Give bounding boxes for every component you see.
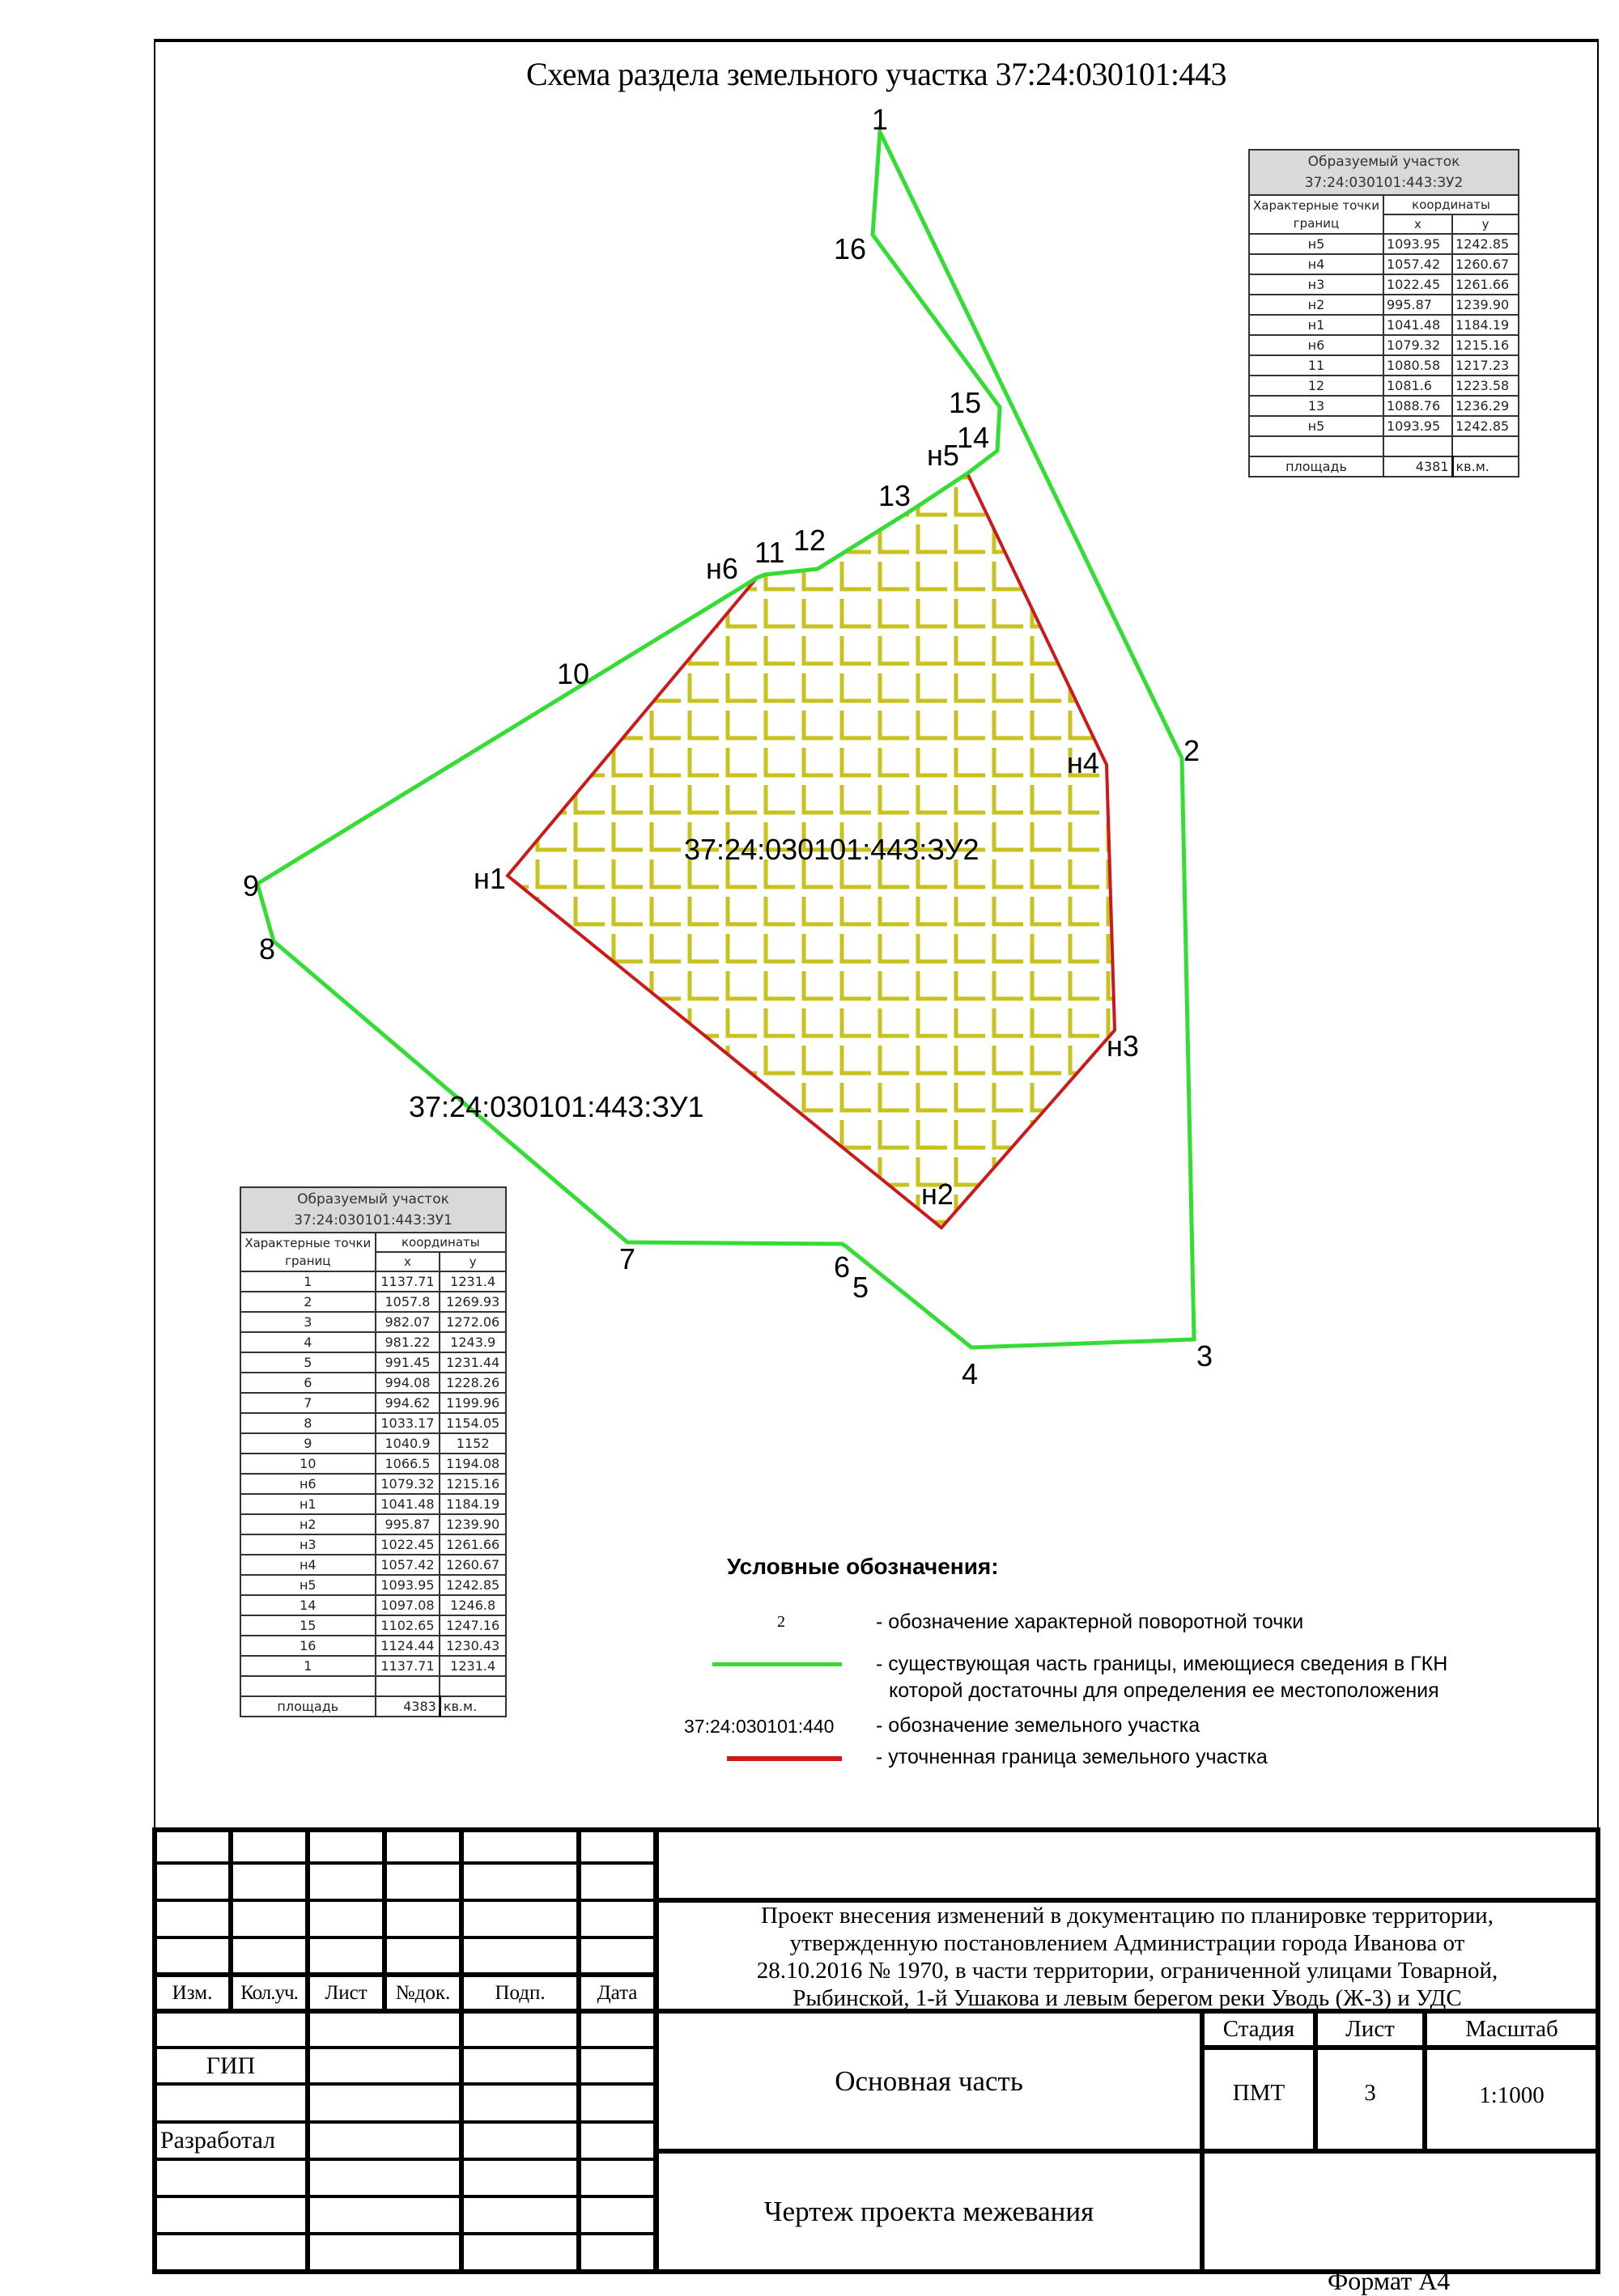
area-value: 4383 — [376, 1696, 440, 1717]
coordinates-table-zu1 — [240, 1186, 507, 1717]
table-row — [240, 1393, 506, 1413]
cell-point: н3 — [240, 1534, 376, 1555]
cell-point: 11 — [1249, 355, 1383, 376]
area-unit: кв.м. — [440, 1696, 506, 1717]
area-label: площадь — [240, 1696, 376, 1717]
cell-point: 8 — [240, 1413, 376, 1433]
cell-y: 1239.90 — [440, 1514, 506, 1534]
role-gip: ГИП — [206, 2052, 256, 2079]
table-row — [240, 1534, 506, 1555]
cell-point: н2 — [240, 1514, 376, 1534]
table-row — [1249, 416, 1519, 436]
cell-point: 15 — [240, 1615, 376, 1636]
legend-point-desc: - обозначение характерной поворотной точки — [876, 1611, 1304, 1633]
cell-point: 9 — [240, 1433, 376, 1454]
table-row — [1249, 355, 1519, 376]
point-label-n3: н3 — [1107, 1029, 1139, 1063]
table-row — [240, 1312, 506, 1332]
empty-cell — [1383, 436, 1452, 456]
table-row — [240, 1514, 506, 1534]
cell-point: 10 — [240, 1454, 376, 1474]
cell-point: 14 — [240, 1595, 376, 1615]
point-label-9: 9 — [243, 869, 260, 902]
cell-x: 1097.08 — [376, 1595, 440, 1615]
cell-x: 1057.8 — [376, 1292, 440, 1312]
table-row — [240, 1433, 506, 1454]
legend-existing-desc — [876, 1651, 1447, 1704]
cell-point: 12 — [1249, 376, 1383, 396]
y-column-header: y — [440, 1252, 506, 1271]
point-label-1: 1 — [872, 103, 889, 136]
point-label-10: 10 — [557, 657, 590, 690]
cell-y: 1269.93 — [440, 1292, 506, 1312]
cell-x: 1093.95 — [376, 1575, 440, 1595]
col-header-izm: Изм. — [172, 1982, 213, 2004]
cell-y: 1230.43 — [440, 1636, 506, 1656]
cell-x: 1093.95 — [1383, 234, 1452, 254]
cell-point: н4 — [1249, 254, 1383, 274]
coords-column-header: координаты — [376, 1233, 506, 1252]
cell-y: 1194.08 — [440, 1454, 506, 1474]
cell-x: 1079.32 — [1383, 335, 1452, 355]
cell-point: н5 — [1249, 416, 1383, 436]
table-row — [1249, 335, 1519, 355]
point-label-n6: н6 — [706, 552, 738, 585]
table-row — [240, 1555, 506, 1575]
section-name: Основная часть — [835, 2065, 1023, 2097]
legend-parcel-code: 37:24:030101:440 — [684, 1716, 835, 1737]
table-row — [1249, 274, 1519, 295]
cell-point: 16 — [240, 1636, 376, 1656]
legend-refined-desc: - уточненная граница земельного участка — [876, 1746, 1268, 1768]
empty-cell — [376, 1676, 440, 1696]
page-title: Схема раздела земельного участка 37:24:030101:443 — [525, 56, 1227, 92]
table-row — [240, 1615, 506, 1636]
cell-x: 991.45 — [376, 1352, 440, 1373]
project-line-1: Проект внесения изменений в документацию по планировке территории, — [761, 1903, 1494, 1929]
cell-point: н5 — [1249, 234, 1383, 254]
cell-y: 1184.19 — [440, 1494, 506, 1514]
point-label-n1: н1 — [474, 862, 506, 895]
cell-point: н1 — [240, 1494, 376, 1514]
cell-y: 1242.85 — [1452, 416, 1519, 436]
cell-x: 1102.65 — [376, 1615, 440, 1636]
table-row — [240, 1595, 506, 1615]
points-column-header: Характерные точки границ — [240, 1233, 376, 1271]
empty-cell — [440, 1676, 506, 1696]
coords-column-header: координаты — [1383, 195, 1519, 214]
cell-y: 1154.05 — [440, 1413, 506, 1433]
cell-x: 994.08 — [376, 1373, 440, 1393]
y-column-header: y — [1452, 214, 1519, 234]
legend-title: Условные обозначения: — [727, 1554, 999, 1579]
cell-y: 1236.29 — [1452, 396, 1519, 416]
cell-point: 1 — [240, 1656, 376, 1676]
point-label-4: 4 — [962, 1357, 979, 1390]
point-label-7: 7 — [619, 1242, 636, 1275]
legend-point-symbol: 2 — [777, 1613, 785, 1631]
cell-x: 1057.42 — [376, 1555, 440, 1575]
role-developer: Разработал — [160, 2127, 276, 2154]
table-row — [240, 1352, 506, 1373]
col-header-list: Лист — [325, 1982, 368, 2004]
point-label-11: 11 — [754, 536, 785, 569]
cell-x: 995.87 — [376, 1514, 440, 1534]
cell-point: 6 — [240, 1373, 376, 1393]
cell-y: 1272.06 — [440, 1312, 506, 1332]
sheet-value: 3 — [1364, 2080, 1376, 2106]
cell-point: 3 — [240, 1312, 376, 1332]
point-label-6: 6 — [834, 1250, 851, 1284]
cell-x: 995.87 — [1383, 295, 1452, 315]
area-value: 4381 — [1383, 456, 1452, 477]
stage-value: ПМТ — [1232, 2080, 1285, 2106]
x-column-header: x — [376, 1252, 440, 1271]
table-row — [240, 1454, 506, 1474]
table-row — [240, 1636, 506, 1656]
scale-label: Масштаб — [1465, 2016, 1558, 2042]
table-header: Образуемый участок 37:24:030101:443:ЗУ2 — [1249, 150, 1519, 195]
table-row — [1249, 234, 1519, 254]
cell-y: 1243.9 — [440, 1332, 506, 1352]
cell-y: 1199.96 — [440, 1393, 506, 1413]
point-label-n2: н2 — [921, 1178, 954, 1211]
area-label: площадь — [1249, 456, 1383, 477]
cell-point: н4 — [240, 1555, 376, 1575]
cell-x: 1022.45 — [376, 1534, 440, 1555]
col-header-kol-uch: Кол.уч. — [240, 1982, 298, 2004]
stage-label: Стадия — [1222, 2016, 1295, 2042]
table-row — [1249, 396, 1519, 416]
empty-cell — [1452, 436, 1519, 456]
cell-y: 1215.16 — [1452, 335, 1519, 355]
point-label-13: 13 — [878, 479, 911, 512]
format-label: Формат А4 — [1328, 2266, 1451, 2295]
cell-x: 1081.6 — [1383, 376, 1452, 396]
point-label-16: 16 — [834, 232, 867, 265]
col-header-doc-no: №док. — [395, 1982, 451, 2004]
table-row — [240, 1413, 506, 1433]
cell-point: н3 — [1249, 274, 1383, 295]
cell-y: 1217.23 — [1452, 355, 1519, 376]
cell-x: 1093.95 — [1383, 416, 1452, 436]
cell-point: н1 — [1249, 315, 1383, 335]
cell-y: 1260.67 — [1452, 254, 1519, 274]
cell-y: 1246.8 — [440, 1595, 506, 1615]
cell-y: 1260.67 — [440, 1555, 506, 1575]
cell-y: 1228.26 — [440, 1373, 506, 1393]
point-label-5: 5 — [852, 1271, 869, 1304]
legend-red-line-icon — [727, 1756, 842, 1761]
parcel-label-zu1: 37:24:030101:443:ЗУ1 — [409, 1090, 704, 1123]
table-row — [1249, 295, 1519, 315]
table-row — [1249, 315, 1519, 335]
project-line-3: 28.10.2016 № 1970, в части территории, ограниченной улицами Товарной, — [756, 1958, 1498, 1984]
table-row — [240, 1271, 506, 1292]
point-label-n5: н5 — [927, 439, 959, 472]
cell-y: 1231.4 — [440, 1656, 506, 1676]
area-unit: кв.м. — [1452, 456, 1519, 477]
point-label-3: 3 — [1196, 1339, 1213, 1373]
cell-x: 1041.48 — [1383, 315, 1452, 335]
cell-x: 1066.5 — [376, 1454, 440, 1474]
parcel-label-zu2: 37:24:030101:443:ЗУ2 — [684, 833, 979, 866]
cell-x: 1022.45 — [1383, 274, 1452, 295]
cell-y: 1231.4 — [440, 1271, 506, 1292]
cell-y: 1261.66 — [1452, 274, 1519, 295]
cell-x: 1057.42 — [1383, 254, 1452, 274]
points-column-header: Характерные точки границ — [1249, 195, 1383, 234]
cell-x: 1088.76 — [1383, 396, 1452, 416]
table-row — [1249, 376, 1519, 396]
cell-x: 1041.48 — [376, 1494, 440, 1514]
coordinates-table-zu2 — [1248, 149, 1519, 477]
cell-point: 7 — [240, 1393, 376, 1413]
legend-parcel-desc: - обозначение земельного участка — [876, 1714, 1200, 1737]
cell-x: 982.07 — [376, 1312, 440, 1332]
table-row — [240, 1474, 506, 1494]
cell-point: 2 — [240, 1292, 376, 1312]
point-label-15: 15 — [949, 386, 982, 419]
cell-point: 13 — [1249, 396, 1383, 416]
cell-y: 1184.19 — [1452, 315, 1519, 335]
cell-point: 5 — [240, 1352, 376, 1373]
cell-y: 1247.16 — [440, 1615, 506, 1636]
table-row — [240, 1656, 506, 1676]
cell-x: 1040.9 — [376, 1433, 440, 1454]
scale-value: 1:1000 — [1479, 2082, 1545, 2108]
cell-x: 981.22 — [376, 1332, 440, 1352]
legend-green-line-icon — [712, 1662, 842, 1666]
cell-y: 1152 — [440, 1433, 506, 1454]
col-header-sign: Подп. — [495, 1982, 546, 2004]
cell-y: 1242.85 — [1452, 234, 1519, 254]
sheet-label: Лист — [1345, 2016, 1395, 2042]
cell-point: н6 — [1249, 335, 1383, 355]
cell-x: 1124.44 — [376, 1636, 440, 1656]
table-header: Образуемый участок 37:24:030101:443:ЗУ1 — [240, 1187, 506, 1233]
cell-x: 1137.71 — [376, 1656, 440, 1676]
point-label-8: 8 — [259, 932, 276, 966]
table-row — [240, 1332, 506, 1352]
cell-point: н5 — [240, 1575, 376, 1595]
table-row — [1249, 254, 1519, 274]
cell-point: н2 — [1249, 295, 1383, 315]
cell-y: 1242.85 — [440, 1575, 506, 1595]
cell-y: 1239.90 — [1452, 295, 1519, 315]
table-row — [240, 1373, 506, 1393]
legend-existing-desc-line1: - существующая часть границы, имеющиеся сведения в ГКН — [876, 1653, 1448, 1675]
project-line-2: утвержденную постановлением Администрации города Иванова от — [789, 1930, 1465, 1956]
table-row — [240, 1494, 506, 1514]
x-column-header: x — [1383, 214, 1452, 234]
col-header-date: Дата — [597, 1982, 638, 2004]
project-line-4: Рыбинской, 1-й Ушакова и левым берегом реки Уводь (Ж-3) и УДС — [793, 1985, 1462, 2011]
project-description — [656, 1902, 1599, 2012]
cell-x: 1137.71 — [376, 1271, 440, 1292]
cell-x: 994.62 — [376, 1393, 440, 1413]
empty-cell — [1249, 436, 1383, 456]
point-label-14: 14 — [957, 421, 990, 454]
cell-point: 4 — [240, 1332, 376, 1352]
cell-x: 1079.32 — [376, 1474, 440, 1494]
grid-col-line — [576, 1827, 581, 2273]
cell-y: 1223.58 — [1452, 376, 1519, 396]
cell-point: 1 — [240, 1271, 376, 1292]
cell-point: н6 — [240, 1474, 376, 1494]
drawing-name: Чертеж проекта межевания — [763, 2196, 1094, 2227]
cell-x: 1033.17 — [376, 1413, 440, 1433]
point-label-n4: н4 — [1067, 746, 1099, 779]
table-row — [240, 1575, 506, 1595]
point-label-2: 2 — [1183, 734, 1200, 767]
empty-cell — [240, 1676, 376, 1696]
table-row — [240, 1292, 506, 1312]
cell-y: 1215.16 — [440, 1474, 506, 1494]
cell-y: 1261.66 — [440, 1534, 506, 1555]
cell-x: 1080.58 — [1383, 355, 1452, 376]
legend-existing-desc-line2: которой достаточны для определения ее местоположения — [889, 1679, 1439, 1702]
grid-col-line — [459, 1827, 464, 2273]
point-label-12: 12 — [793, 524, 826, 557]
cell-y: 1231.44 — [440, 1352, 506, 1373]
